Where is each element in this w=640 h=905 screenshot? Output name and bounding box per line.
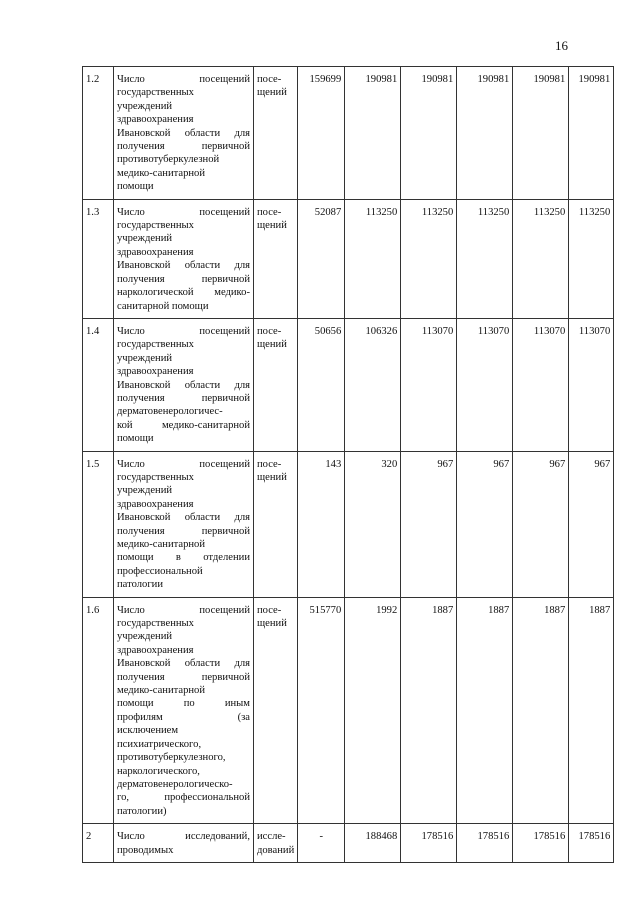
table-row [83,199,614,318]
row-number: 1.4 [83,318,114,451]
description-line: здравоохранения [117,498,194,510]
unit-line: посе- [257,325,282,337]
description-line: получения первичной [117,141,250,153]
description-line: медико-санитарной [117,539,206,550]
row-number: 1.3 [83,199,114,318]
value-cell: 967 [569,451,614,597]
description-line: здравоохранения [117,644,194,656]
value-cell: 143 [298,451,345,597]
value-cell: 113250 [457,199,513,318]
description-line: помощи в отделении [117,552,250,564]
description-line: государственных [117,339,194,351]
description-line: медико-санитарной [117,167,206,179]
value-cell: 190981 [569,67,614,200]
description-line: учреждений [117,233,173,245]
description-line: получения первичной [117,273,250,285]
unit-line: щений [257,220,287,232]
description-line: здравоохранения [117,246,194,258]
table-row [83,451,614,597]
description-line: противотуберкулезной [117,154,220,166]
value-cell: 113250 [569,199,614,318]
description-line: кой медико-санитарной [117,419,250,431]
description-line: противотуберкулезного, [117,752,226,764]
unit-line: иссле- [257,831,286,843]
value-cell: 1887 [401,597,457,824]
table-row [83,67,614,200]
description-line: психиатрического, [117,738,202,750]
value-cell: 113250 [513,199,569,318]
description-line: государственных [117,220,194,232]
row-number: 2 [83,824,114,863]
value-cell: 113070 [401,318,457,451]
unit-of-measure [254,451,298,597]
description-line: государственных [117,87,194,99]
unit-of-measure [254,318,298,451]
value-cell: 178516 [401,824,457,863]
table-row [83,597,614,824]
indicator-description [114,67,254,200]
value-cell: 320 [345,451,401,597]
description-line: здравоохранения [117,366,194,378]
description-line: патологии) [117,805,167,817]
indicator-description [114,824,254,863]
value-cell: 52087 [298,199,345,318]
description-line: профессиональной [117,565,203,577]
description-line: помощи [117,181,154,193]
value-cell: 113070 [569,318,614,451]
description-line: учреждений [117,352,173,364]
description-line: Ивановской области для [117,127,250,139]
value-cell: 190981 [457,67,513,200]
value-cell: 1992 [345,597,401,824]
description-line: учреждений [117,631,173,643]
description-line: учреждений [117,100,173,112]
unit-line: посе- [257,604,282,616]
indicator-description [114,318,254,451]
value-cell: 1887 [513,597,569,824]
table-row [83,318,614,451]
value-cell: 159699 [298,67,345,200]
unit-line: щений [257,87,287,99]
indicator-description [114,451,254,597]
value-cell: 190981 [345,67,401,200]
value-cell: 178516 [513,824,569,863]
description-line: здравоохранения [117,114,194,126]
unit-line: щений [257,339,287,351]
unit-of-measure [254,597,298,824]
description-line: исключением [117,725,179,737]
description-line: Число посещений [117,604,250,616]
value-cell: 967 [457,451,513,597]
unit-line: посе- [257,458,282,470]
description-line: помощи [117,433,154,445]
value-cell: 50656 [298,318,345,451]
indicator-description [114,597,254,824]
value-cell: 1887 [569,597,614,824]
description-line: получения первичной [117,392,250,404]
row-number: 1.6 [83,597,114,824]
description-line: получения первичной [117,671,250,683]
value-cell: 113070 [457,318,513,451]
value-cell: 178516 [569,824,614,863]
description-line: учреждений [117,485,173,497]
description-line: помощи по иным [117,698,250,710]
description-line: санитарной помощи [117,300,209,312]
value-cell: 113250 [401,199,457,318]
description-line: наркологической медико- [117,287,250,299]
description-line: го, профессиональной [117,792,250,804]
value-cell: 190981 [401,67,457,200]
unit-of-measure [254,824,298,863]
value-cell: 967 [513,451,569,597]
description-line: наркологического, [117,765,200,777]
value-cell: 178516 [457,824,513,863]
unit-line: щений [257,471,287,483]
description-line: Число исследований, [117,831,250,843]
indicators-table [82,66,614,863]
description-line: Число посещений [117,74,250,85]
description-line: государственных [117,471,194,483]
page-number: 16 [555,38,568,53]
description-line: Число посещений [117,458,250,470]
description-line: Ивановской области для [117,379,250,391]
unit-of-measure [254,199,298,318]
description-line: дерматовенерологическо- [117,778,233,790]
value-cell: 190981 [513,67,569,200]
description-line: Число посещений [117,206,250,218]
value-cell: 113250 [345,199,401,318]
description-line: получения первичной [117,525,250,537]
description-line: Ивановской области для [117,512,250,524]
value-cell: 113070 [513,318,569,451]
value-cell: 967 [401,451,457,597]
unit-line: посе- [257,206,282,218]
description-line: Число посещений [117,325,250,337]
description-line: Ивановской области для [117,260,250,272]
unit-of-measure [254,67,298,200]
unit-line: дований [257,844,295,856]
row-number: 1.5 [83,451,114,597]
description-line: дерматовенерологичес- [117,406,223,418]
value-cell: - [298,824,345,863]
description-line: профилям (за [117,711,250,723]
unit-line: щений [257,618,287,630]
description-line: патологии [117,579,164,591]
table-row [83,824,614,863]
value-cell: 515770 [298,597,345,824]
indicator-description [114,199,254,318]
row-number: 1.2 [83,67,114,200]
value-cell: 106326 [345,318,401,451]
description-line: государственных [117,618,194,630]
value-cell: 188468 [345,824,401,863]
description-line: проводимых [117,844,174,856]
value-cell: 1887 [457,597,513,824]
unit-line: посе- [257,74,282,85]
description-line: медико-санитарной [117,685,206,697]
description-line: Ивановской области для [117,658,250,670]
